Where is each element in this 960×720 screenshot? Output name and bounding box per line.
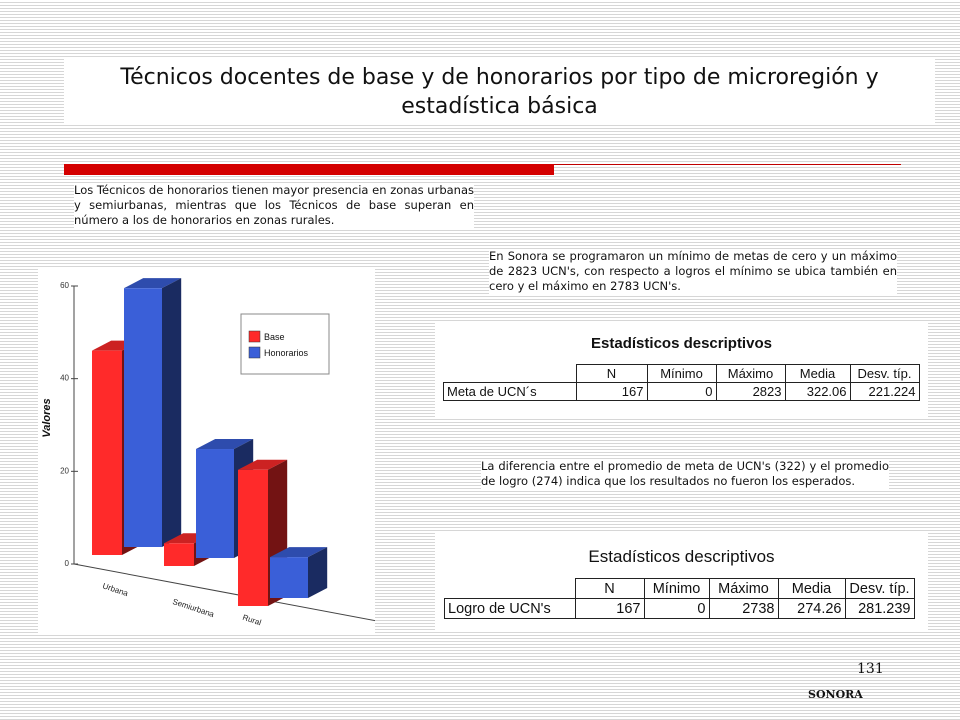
cell-max: 2738 xyxy=(709,599,778,619)
x-axis-line xyxy=(74,564,375,631)
stats-table-logro xyxy=(444,578,915,619)
header-sd: Desv. típ. xyxy=(850,365,919,383)
bar-base-semiurbana xyxy=(164,543,194,566)
legend-box xyxy=(241,314,329,374)
table-header-row xyxy=(444,365,920,383)
legend-swatch xyxy=(249,331,260,342)
header-n: N xyxy=(576,365,647,383)
bar-honorarios-semiurbana xyxy=(196,449,234,558)
header-min: Mínimo xyxy=(644,579,709,599)
bar-base-rural xyxy=(238,470,268,606)
footer-label: SONORA xyxy=(808,688,863,701)
x-tick-label: Rural xyxy=(241,612,263,628)
cell-n: 167 xyxy=(576,383,647,401)
chart-panel xyxy=(38,268,375,633)
cell-min: 0 xyxy=(647,383,716,401)
bar-honorarios-urbana-side xyxy=(162,278,181,547)
paragraph-difference: La diferencia entre el promedio de meta de UCN's (322) y el promedio de logro (274) indica que los resultados no fueron los esperados. xyxy=(481,459,889,488)
stats-title: Estadísticos descriptivos xyxy=(588,547,775,566)
paragraph-technicians: Los Técnicos de honorarios tienen mayor presencia en zonas urbanas y semiurbanas, mientras que los Técnicos de base superan en número a los de honorarios en zonas rurales. xyxy=(74,183,474,227)
cell-n: 167 xyxy=(575,599,644,619)
header-mean: Media xyxy=(778,579,845,599)
x-tick-label: Urbana xyxy=(101,581,130,599)
cell-mean: 322.06 xyxy=(785,383,850,401)
header-sd: Desv. típ. xyxy=(845,579,914,599)
x-tick-label: Semiurbana xyxy=(171,597,216,619)
table-row xyxy=(445,599,915,619)
y-tick-label: 0 xyxy=(64,559,69,568)
stats-table-meta xyxy=(443,364,920,401)
y-axis-label: Valores xyxy=(41,398,53,438)
header-max: Máximo xyxy=(716,365,785,383)
bar-honorarios-urbana xyxy=(124,288,162,547)
legend-label: Honorarios xyxy=(264,348,309,358)
bar-base-urbana xyxy=(92,351,122,555)
row-label: Meta de UCN´s xyxy=(444,383,577,401)
cell-sd: 281.239 xyxy=(845,599,914,619)
stats-panel-logro xyxy=(435,533,928,631)
y-tick-label: 40 xyxy=(60,373,69,383)
bar-honorarios-rural xyxy=(270,557,308,598)
page-number: 131 xyxy=(857,661,884,677)
stats-panel-meta xyxy=(435,322,928,417)
header-n: N xyxy=(575,579,644,599)
cell-mean: 274.26 xyxy=(778,599,845,619)
paragraph-goals: En Sonora se programaron un mínimo de metas de cero y un máximo de 2823 UCN's, con respecto a logros el mínimo se ubica también en cero y el máximo en 2783 UCN's. xyxy=(489,249,897,293)
header-mean: Media xyxy=(785,365,850,383)
red-accent-bar xyxy=(64,164,554,175)
legend-label: Base xyxy=(264,332,285,342)
stats-title: Estadísticos descriptivos xyxy=(591,335,772,352)
cell-min: 0 xyxy=(644,599,709,619)
header-min: Mínimo xyxy=(647,365,716,383)
row-label: Logro de UCN's xyxy=(445,599,576,619)
cell-sd: 221.224 xyxy=(850,383,919,401)
bar-chart xyxy=(38,268,375,633)
y-tick-label: 60 xyxy=(60,281,69,290)
cell-max: 2823 xyxy=(716,383,785,401)
table-row xyxy=(444,383,920,401)
legend-swatch xyxy=(249,347,260,358)
header-max: Máximo xyxy=(709,579,778,599)
y-tick-label: 20 xyxy=(60,466,69,476)
page-title: Técnicos docentes de base y de honorarios por tipo de microregión y estadística básica xyxy=(64,57,935,125)
accent-line xyxy=(554,164,901,165)
table-header-row xyxy=(445,579,915,599)
